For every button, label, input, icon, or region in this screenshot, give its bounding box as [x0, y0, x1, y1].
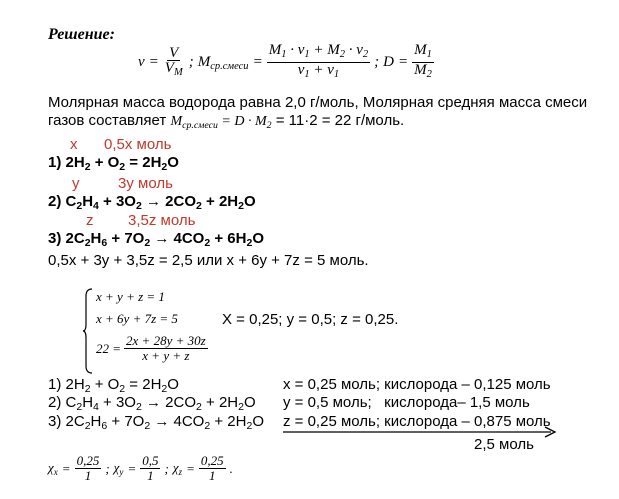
r2-a: 2) C: [48, 193, 77, 210]
final-result-2: y = 0,5 моль; кислорода– 1,5 моль: [283, 394, 530, 411]
f2-d: → 2CO: [141, 394, 197, 411]
r2-e: + 2H: [201, 193, 239, 210]
system-line-3: [96, 334, 208, 363]
f3-s4: 2: [204, 420, 211, 432]
f3-d: → 4CO: [150, 413, 205, 430]
r1-label-mol: 0,5x моль: [104, 136, 172, 153]
r3-s3: 2: [144, 237, 151, 249]
chi-y-sym: χ: [113, 460, 120, 475]
f2-a: 2) C: [48, 394, 77, 411]
final-reaction-2: [48, 394, 256, 413]
r2-label-mol: 3y моль: [118, 175, 173, 192]
r3-e: + 6H: [210, 230, 247, 247]
n-dot2: ·: [348, 42, 353, 58]
r3-s2: 6: [101, 237, 108, 249]
r2-b: H: [82, 193, 94, 210]
mole-fractions: [48, 454, 233, 483]
chi-x-eq: =: [61, 460, 71, 476]
f2-c: + 3O: [98, 394, 136, 411]
r1-s3: 2: [161, 161, 168, 173]
d-nu2: ν: [327, 62, 334, 78]
r2-s1: 2: [76, 200, 83, 212]
mix-fraction: [267, 43, 370, 82]
system-line-2: x + 6y + 7z = 5: [96, 311, 178, 326]
mmix-base: M: [197, 53, 211, 70]
r2-label-y: y: [72, 175, 80, 192]
r1-s1: 2: [84, 161, 91, 173]
heading: Решение:: [48, 26, 115, 43]
r3-label-mol: 3,5z моль: [128, 212, 196, 229]
f3-s1: 2: [84, 420, 91, 432]
r1-b: + O: [90, 154, 120, 171]
f3-f: O: [252, 413, 264, 430]
f1-s1: 2: [84, 383, 91, 395]
reaction-3: [48, 230, 264, 249]
r3-s4: 2: [204, 237, 211, 249]
f1-b: + O: [90, 376, 120, 393]
d-plus: +: [313, 62, 324, 78]
chi-z-den: 1: [209, 468, 216, 483]
f3-a: 3) 2C: [48, 413, 85, 430]
r2-s4: 2: [196, 200, 202, 212]
n-dot1: ·: [290, 42, 294, 58]
system-line-1: x + y + z = 1: [96, 289, 165, 304]
chi-sep-1: ;: [105, 460, 110, 476]
final-result-1: x = 0,25 моль; кислорода – 0,125 моль: [283, 376, 551, 393]
t2-rest: = D · M: [221, 114, 267, 129]
chi-z-num: 0,25: [200, 453, 224, 468]
chi-z: [173, 460, 182, 477]
dm1-sub: 1: [426, 49, 432, 60]
chi-z-sub: z: [178, 467, 183, 477]
t2-sub: ср.смеси: [182, 120, 218, 131]
m-mix: [198, 54, 249, 72]
chi-x-sub: x: [53, 467, 58, 477]
system-brace: [82, 288, 94, 374]
equals: =: [148, 54, 159, 70]
v-num: V: [169, 44, 179, 61]
f2-s1: 2: [76, 401, 83, 413]
chi-x-sym: χ: [48, 460, 54, 475]
n-m1-sub: 1: [281, 49, 287, 60]
equals-2: =: [252, 54, 263, 70]
chi-y-eq: =: [127, 460, 137, 476]
d-symbol: D: [383, 54, 394, 70]
f1-c: = 2H: [125, 376, 162, 393]
sep1: ;: [188, 54, 194, 70]
sep2: ;: [374, 54, 380, 70]
f1-d: O: [167, 376, 179, 393]
r3-s1: 2: [84, 237, 91, 249]
system-l3-den: x + y + z: [142, 348, 190, 363]
vm-base: V: [164, 59, 174, 76]
reaction-2: [48, 193, 256, 212]
f2-s4: 2: [196, 401, 202, 413]
chi-y-frac: [140, 454, 160, 483]
d-nu2-sub: 1: [333, 69, 340, 80]
n-plus: +: [313, 42, 324, 58]
equation-line: 0,5x + 3y + 3,5z = 2,5 или x + 6y + 7z = 5 моль.: [48, 252, 369, 269]
system-l3-left: 22 =: [96, 340, 122, 356]
f3-b: H: [90, 413, 102, 430]
text2-start: газов составляет: [48, 112, 167, 129]
f2-e: + 2H: [201, 394, 239, 411]
f3-s3: 2: [144, 420, 151, 432]
formula-line: [138, 43, 434, 82]
f3-c: + 7O: [107, 413, 145, 430]
chi-z-sym: χ: [172, 460, 179, 475]
f2-s2: 4: [93, 401, 99, 413]
nu-symbol: ν: [138, 54, 145, 70]
text2-formula: [170, 114, 271, 129]
r1-c: = 2H: [125, 154, 162, 171]
equals-3: =: [398, 54, 409, 70]
r1-a: 1) 2H: [48, 154, 85, 171]
d-nu1-sub: 1: [304, 69, 310, 80]
reaction-1: [48, 154, 179, 173]
f3-s5: 2: [246, 420, 253, 432]
chi-y: [114, 460, 124, 477]
t2-m: M: [170, 114, 183, 129]
chi-z-frac: [199, 454, 226, 483]
r3-b: H: [90, 230, 102, 247]
n-m2-sub: 2: [339, 49, 345, 60]
d-num: [412, 43, 434, 63]
chi-y-sub: y: [119, 467, 124, 477]
mmix-sub: ср.смеси: [210, 60, 249, 72]
mix-num: [267, 43, 370, 63]
r2-d: → 2CO: [141, 193, 197, 210]
final-reaction-1: [48, 376, 179, 395]
solution-values: X = 0,25; y = 0,5; z = 0,25.: [222, 311, 399, 328]
chi-sep-2: ;: [164, 460, 169, 476]
t2-sub2: 2: [266, 120, 272, 131]
text-line-2: [48, 112, 404, 131]
vm-sub: M: [173, 66, 183, 78]
r3-a: 3) 2C: [48, 230, 85, 247]
f2-f: O: [243, 394, 256, 411]
d-fraction: [412, 43, 434, 82]
r3-f: O: [252, 230, 264, 247]
r3-d: → 4CO: [150, 230, 205, 247]
n-nu1-sub: 1: [304, 49, 310, 60]
f2-s5: 2: [238, 401, 244, 413]
text2-end: = 11·2 = 22 г/моль.: [275, 112, 405, 129]
n-m2: M: [327, 42, 340, 58]
r2-s2: 4: [93, 200, 99, 212]
final-reaction-3: [48, 413, 264, 432]
n-nu2: ν: [356, 42, 363, 58]
f1-a: 1) 2H: [48, 376, 85, 393]
vm-den: [163, 61, 185, 80]
f1-s3: 2: [161, 383, 168, 395]
chi-z-eq: =: [186, 460, 195, 476]
chi-end: .: [229, 460, 233, 476]
chi-x: [48, 460, 58, 477]
chi-x-frac: [75, 454, 102, 483]
system-l3-fraction: [124, 334, 208, 363]
r2-s3: 2: [135, 200, 142, 212]
r1-label-x: x: [70, 136, 78, 153]
f2-b: H: [82, 394, 94, 411]
mix-den: [296, 63, 341, 82]
r2-c: + 3O: [98, 193, 136, 210]
dm2-sub: 2: [426, 69, 432, 80]
r3-s5: 2: [246, 237, 253, 249]
n-nu1: ν: [297, 42, 305, 58]
f1-s2: 2: [119, 383, 126, 395]
chi-y-den: 1: [147, 468, 154, 483]
r3-label-z: z: [86, 212, 94, 229]
v-over-vm: [163, 46, 185, 80]
f3-e: + 2H: [210, 413, 247, 430]
total-amount: 2,5 моль: [474, 436, 534, 453]
d-nu1: ν: [297, 62, 305, 78]
n-m1: M: [268, 42, 282, 58]
text-line-1: Молярная масса водорода равна 2,0 г/моль, Молярная средняя масса смеси: [48, 94, 588, 111]
system-l3-num: 2x + 28y + 30z: [126, 333, 206, 348]
dm1-base: M: [414, 42, 427, 58]
r3-c: + 7O: [107, 230, 145, 247]
final-result-3: z = 0,25 моль; кислорода – 0,875 моль: [283, 413, 551, 430]
f3-s2: 6: [101, 420, 108, 432]
chi-y-num: 0,5: [142, 453, 159, 468]
r1-d: O: [167, 154, 179, 171]
chi-x-den: 1: [84, 468, 92, 483]
r2-s5: 2: [238, 200, 244, 212]
dm2-base: M: [414, 62, 427, 78]
f2-s3: 2: [135, 401, 142, 413]
n-nu2-sub: 2: [362, 49, 369, 60]
chi-x-num: 0,25: [76, 453, 100, 468]
d-den: [412, 63, 434, 82]
r1-s2: 2: [119, 161, 126, 173]
r2-f: O: [243, 193, 256, 210]
